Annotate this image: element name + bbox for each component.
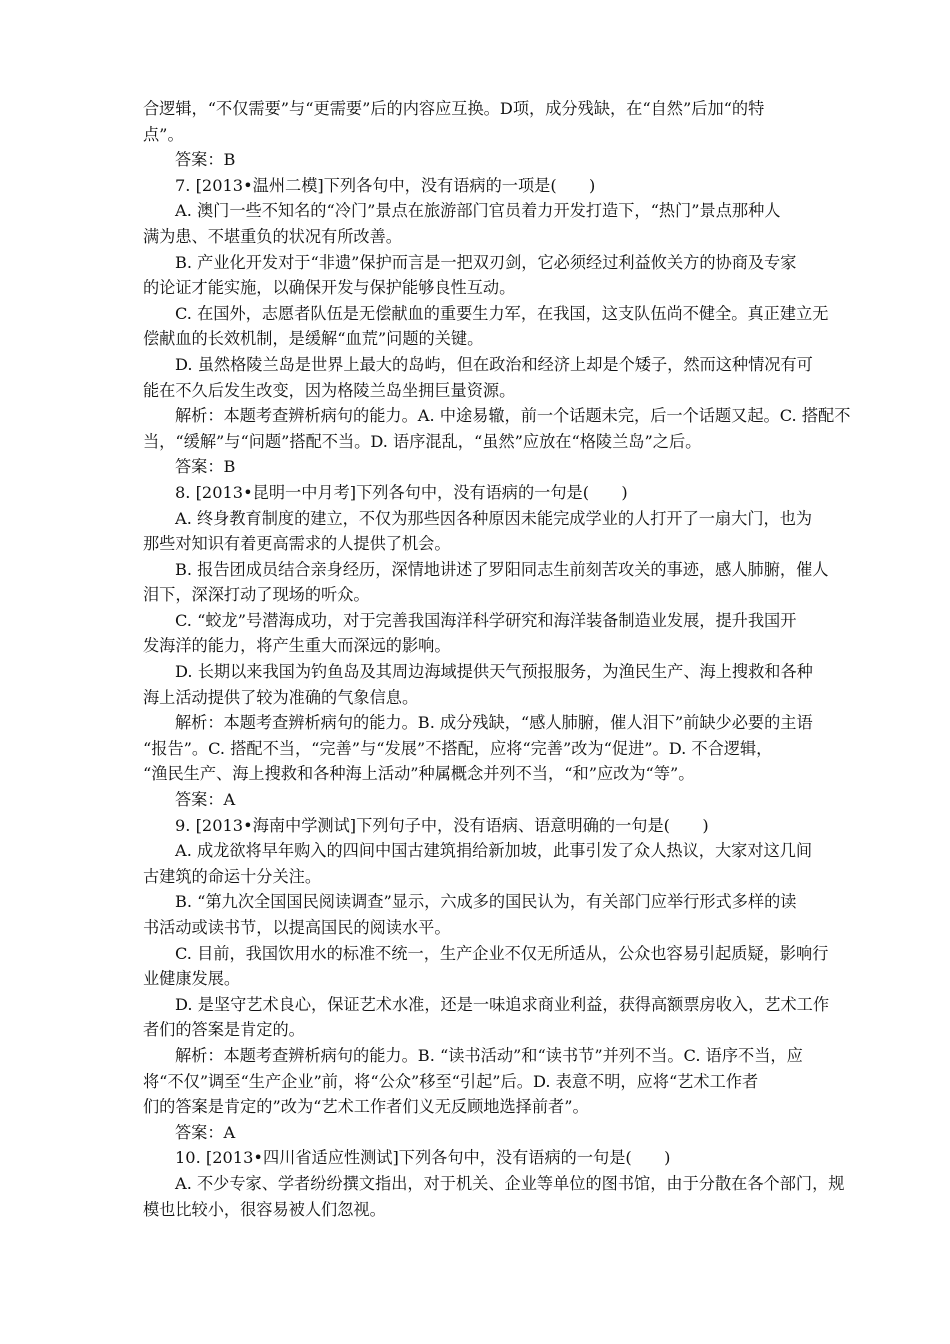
- text-line: 点”。: [143, 124, 184, 144]
- document-page: [143, 96, 851, 1222]
- text-line: D. 长期以来我国为钓鱼岛及其周边海域提供天气预报服务，为渔民生产、海上搜救和各种: [175, 662, 813, 682]
- text-line: D. 虽然格陵兰岛是世界上最大的岛屿，但在政治和经济上却是个矮子，然而这种情况有可: [175, 354, 813, 374]
- text-line: 7. [2013•温州二模]下列各句中，没有语病的一项是( ): [175, 175, 596, 195]
- text-line: “报告”。C. 搭配不当，“完善”与“发展”不搭配，应将“完善”改为“促进”。D. 不合逻辑，: [143, 738, 773, 758]
- text-line: “渔民生产、海上搜救和各种海上活动”种属概念并列不当，“和”应改为“等”。: [143, 764, 695, 784]
- text-line: A. 不少专家、学者纷纷撰文指出，对于机关、企业等单位的图书馆，由于分散在各个部门，规: [175, 1173, 845, 1193]
- text-line: A. 成龙欲将早年购入的四间中国古建筑捐给新加坡，此事引发了众人热议，大家对这几间: [175, 841, 813, 861]
- text-line: 10. [2013•四川省适应性测试]下列各句中，没有语病的一句是( ): [175, 1148, 671, 1168]
- text-line: 们的答案是肯定的”改为“艺术工作者们义无反顾地选择前者”。: [143, 1097, 589, 1117]
- text-line: 偿献血的长效机制，是缓解“血荒”问题的关键。: [143, 329, 484, 349]
- text-line: 解析：本题考查辨析病句的能力。A. 中途易辙，前一个话题未完，后一个话题又起。C. 搭配不: [175, 406, 851, 426]
- text-line: 模也比较小，很容易被人们忽视。: [143, 1199, 386, 1219]
- text-line: 答案：A: [175, 790, 236, 810]
- text-line: 8. [2013•昆明一中月考]下列各句中，没有语病的一句是( ): [175, 482, 628, 502]
- text-line: A. 澳门一些不知名的“冷门”景点在旅游部门官员着力开发打造下，“热门”景点那种人: [175, 201, 781, 221]
- text-line: 合逻辑，“不仅需要”与“更需要”后的内容应互换。D项，成分残缺，在“自然”后加“的特: [143, 99, 765, 118]
- text-line: B. 产业化开发对于“非遗”保护而言是一把双刃剑，它必须经过利益攸关方的协商及专家: [175, 252, 797, 272]
- text-line: 的论证才能实施，以确保开发与保护能够良性互动。: [143, 278, 516, 298]
- text-line: 9. [2013•海南中学测试]下列句子中，没有语病、语意明确的一句是( ): [175, 815, 709, 835]
- text-line: B. “第九次全国国民阅读调查”显示，六成多的国民认为，有关部门应举行形式多样的读: [175, 892, 797, 912]
- text-line: 书活动或读书节，以提高国民的阅读水平。: [143, 918, 451, 937]
- text-line: 业健康发展。: [143, 969, 241, 989]
- text-line: 当，“缓解”与“问题”搭配不当。D. 语序混乱，“虽然”应放在“格陵兰岛”之后。: [143, 431, 702, 451]
- text-line: 答案：B: [175, 457, 236, 477]
- text-line: 海上活动提供了较为准确的气象信息。: [143, 687, 419, 707]
- text-line: 能在不久后发生改变，因为格陵兰岛坐拥巨量资源。: [143, 380, 516, 400]
- text-line: A. 终身教育制度的建立，不仅为那些因各种原因未能完成学业的人打开了一扇大门，也为: [175, 508, 813, 528]
- text-line: 古建筑的命运十分关注。: [143, 866, 322, 886]
- text-line: 泪下，深深打动了现场的听众。: [143, 585, 370, 605]
- text-line: C. 目前，我国饮用水的标准不统一，生产企业不仅无所适从，公众也容易引起质疑，影响行: [175, 943, 829, 963]
- text-line: 者们的答案是肯定的。: [143, 1020, 305, 1040]
- text-line: 解析：本题考查辨析病句的能力。B. “读书活动”和“读书节”并列不当。C. 语序不当，应: [175, 1045, 803, 1065]
- text-line: C. 在国外，志愿者队伍是无偿献血的重要生力军，在我国，这支队伍尚不健全。真正建立无: [175, 303, 829, 323]
- text-line: 发海洋的能力，将产生重大而深远的影响。: [143, 636, 451, 656]
- text-line: 将“不仅”调至“生产企业”前，将“公众”移至“引起”后。D. 表意不明，应将“艺术工作者: [143, 1071, 759, 1091]
- text-line: 那些对知识有着更高需求的人提供了机会。: [143, 534, 451, 554]
- text-line: C. “蛟龙”号潜海成功，对于完善我国海洋科学研究和海洋装备制造业发展，提升我国开: [175, 610, 797, 630]
- text-line: D. 是坚守艺术良心，保证艺术水准，还是一味追求商业利益，获得高额票房收入，艺术工作: [175, 994, 830, 1014]
- text-line: 解析：本题考查辨析病句的能力。B. 成分残缺，“感人肺腑，催人泪下”前缺少必要的主语: [175, 713, 813, 733]
- text-line: 答案：B: [175, 150, 236, 170]
- text-line: B. 报告团成员结合亲身经历，深情地讲述了罗阳同志生前刻苦攻关的事迹，感人肺腑，催人: [175, 559, 829, 579]
- text-line: 满为患、不堪重负的状况有所改善。: [143, 226, 402, 246]
- text-line: 答案：A: [175, 1122, 236, 1142]
